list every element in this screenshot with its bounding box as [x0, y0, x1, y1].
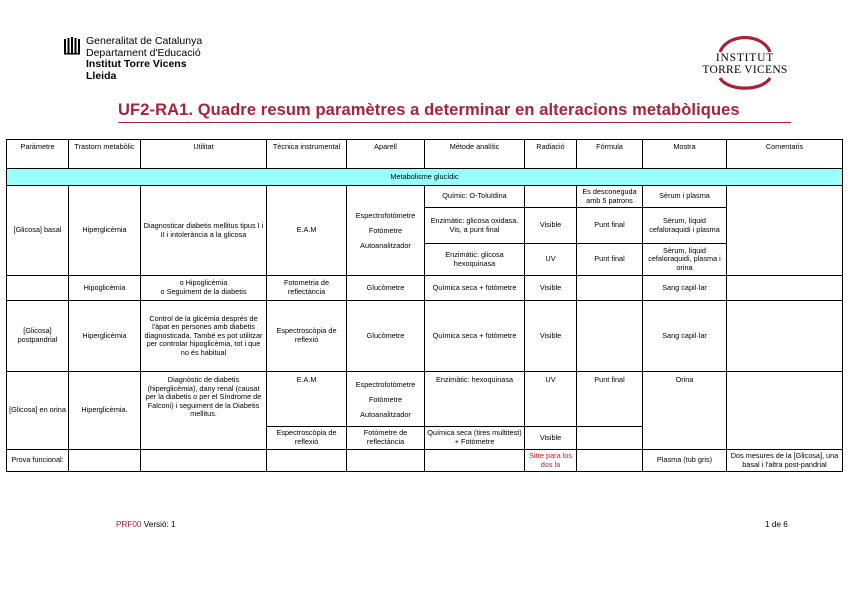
cell-metode-oxidasa: Enzimàtic: glicosa oxidasa. Vis, a punt final	[425, 208, 525, 244]
cell-mostra-toluidina: Sèrum i plasma	[643, 186, 727, 208]
header-metode: Mètode analític	[425, 140, 525, 169]
section-row	[7, 169, 843, 186]
cell-utilitat-orina: Diagnòstic de diabetis (hiperglicèmia), dany renal (causat per la diabetis o per el Síndrome de Falconi) i seguiment de la Diabetis mellitus.	[141, 372, 267, 450]
cell-mostra-hipo: Sang capil·lar	[643, 276, 727, 301]
cell-radiacio-orina-visible: Visible	[525, 427, 577, 450]
cell-metode-toluidina: Químic: O-Toluïdina	[425, 186, 525, 208]
cell-trastorn-orina: Hiperglicèmia.	[69, 372, 141, 450]
cell-mostra-oxidasa: Sèrum, líquid cefaloraquidi i plasma	[643, 208, 727, 244]
cell-radiacio-orina-uv: UV	[525, 372, 577, 427]
cell-formula-prova	[577, 450, 643, 472]
cell-mostra-hexoquinasa: Sèrum, líquid cefaloraquidi, plasma i orina	[643, 244, 727, 276]
cell-aparell-orina	[347, 372, 425, 427]
cell-param-hipo	[7, 276, 69, 301]
header-comentaris: Comentaris	[727, 140, 843, 169]
cell-radiacio-toluidina	[525, 186, 577, 208]
utilitat-hipo-item: o Seguiment de la diabetis	[160, 287, 247, 296]
cell-aparell-basal	[347, 186, 425, 276]
generalitat-emblem-icon	[64, 37, 82, 55]
cell-formula-hexoquinasa: Punt final	[577, 244, 643, 276]
table-row	[7, 372, 843, 427]
table-row	[7, 301, 843, 372]
cell-param-basal: [Glicosa] basal	[7, 186, 69, 276]
cell-mostra-prova: Plasma (tub gris)	[643, 450, 727, 472]
cell-utilitat-basal: Diagnosticar diabetis mellitus tipus I i II i intolerància a la glicosa	[141, 186, 267, 276]
footer-page-number: 1 de 6	[765, 520, 788, 529]
school-city: Lleida	[86, 69, 117, 82]
summary-table	[6, 139, 843, 472]
cell-utilitat-hipo	[141, 276, 267, 301]
cell-tecnica-hipo: Fotometria de reflectància	[267, 276, 347, 301]
cell-radiacio-oxidasa: Visible	[525, 208, 577, 244]
utilitat-hipo-item: o Hipoglicèmia	[179, 278, 228, 288]
table-header-row	[7, 140, 843, 169]
document-title: UF2-RA1. Quadre resum paramètres a determinar en alteracions metabòliques	[118, 101, 740, 119]
cell-metode-prova	[425, 450, 525, 472]
cell-metode-hipo: Química seca + fotòmetre	[425, 276, 525, 301]
cell-comentaris-orina	[727, 372, 843, 450]
cell-utilitat-postpandrial: Control de la glicèmia després de l'àpat en persones amb diabetis diagnosticada. També es pot utilitzar per controlar hipoglicèmia, tot i que no és habitual	[141, 301, 267, 372]
cell-param-postpandrial: [Glicosa] postpandrial	[7, 301, 69, 372]
aparell-fotometre: Fotòmetre	[368, 226, 403, 235]
cell-formula-orina: Punt final	[577, 372, 643, 427]
cell-metode-postpandrial: Química seca + fotòmetre	[425, 301, 525, 372]
section-title: Metabolisme glucídic	[7, 169, 843, 186]
cell-utilitat-prova	[141, 450, 267, 472]
aparell-spectro: Espectrofotòmetre	[355, 211, 416, 220]
cell-param-prova: Prova funcional:	[7, 450, 69, 472]
logo-text-line2: TORRE VICENS	[702, 64, 788, 76]
cell-radiacio-hipo: Visible	[525, 276, 577, 301]
table-row	[7, 276, 843, 301]
cell-formula-hipo	[577, 276, 643, 301]
header-tecnica: Tècnica instrumental	[267, 140, 347, 169]
cell-tecnica-basal: E.A.M	[267, 186, 347, 276]
institut-logo	[700, 36, 790, 94]
cell-comentaris-postpandrial	[727, 301, 843, 372]
header-trastorn: Trastorn metabòlic	[69, 140, 141, 169]
cell-radiacio-postpandrial: Visible	[525, 301, 577, 372]
table-row	[7, 450, 843, 472]
cell-radiacio-hexoquinasa: UV	[525, 244, 577, 276]
cell-comentaris-basal	[727, 186, 843, 276]
table-row	[7, 186, 843, 208]
cell-aparell-orina-reflectancia: Fotòmetre de reflectància	[347, 427, 425, 450]
cell-formula-orina-empty	[577, 427, 643, 450]
cell-comentaris-prova: Dos mesures de la [Glicosa], una basal i l'altra post-pandrial	[727, 450, 843, 472]
header-formula: Fórmula	[577, 140, 643, 169]
cell-formula-toluidina: Es desconeguda amb 5 patrons	[577, 186, 643, 208]
cell-mostra-postpandrial: Sang capil·lar	[643, 301, 727, 372]
cell-comentaris-hipo	[727, 276, 843, 301]
school-name: Institut Torre Vicens	[86, 58, 187, 70]
cell-metode-hexoquinasa: Enzimàtic: glicosa hexoquinasa	[425, 244, 525, 276]
cell-aparell-prova	[347, 450, 425, 472]
cell-radiacio-prova: Sitre para los dos la	[525, 450, 577, 472]
cell-trastorn-hipo: Hipoglicèmia	[69, 276, 141, 301]
aparell-spectro: Espectrofotòmetre	[355, 379, 416, 389]
logo-top-arc	[720, 37, 770, 52]
header-radiacio: Radiació	[525, 140, 577, 169]
cell-trastorn-prova	[69, 450, 141, 472]
cell-formula-oxidasa: Punt final	[577, 208, 643, 244]
footer-version	[116, 520, 176, 529]
org-department: Departament d'Educació	[86, 46, 201, 59]
aparell-autoanalitzador: Autoanalitzador	[360, 409, 411, 419]
org-name: Generalitat de Catalunya	[86, 35, 203, 47]
cell-tecnica-orina-reflexio: Espectroscòpia de reflexió	[267, 427, 347, 450]
footer-code: PRF00	[116, 520, 142, 529]
cell-metode-orina-tires: Química seca (tires multitest) + Fotòmetre	[425, 427, 525, 450]
cell-trastorn-basal: Hiperglicèmia	[69, 186, 141, 276]
aparell-fotometre: Fotòmetre	[368, 394, 403, 404]
title-underline	[118, 122, 791, 123]
header-mostra: Mostra	[643, 140, 727, 169]
cell-tecnica-orina-eam: E.A.M	[267, 372, 347, 427]
cell-aparell-postpandrial: Glucòmetre	[347, 301, 425, 372]
cell-aparell-hipo: Glucòmetre	[347, 276, 425, 301]
header-aparell: Aparell	[347, 140, 425, 169]
logo-bottom-arc	[720, 78, 770, 88]
generalitat-logo	[64, 36, 202, 82]
cell-metode-orina-hexoquinasa: Enzimàtic: hexoquinasa	[425, 372, 525, 427]
cell-tecnica-prova	[267, 450, 347, 472]
cell-tecnica-postpandrial: Espectroscòpia de reflexió	[267, 301, 347, 372]
cell-param-orina: [Glicosa] en orina	[7, 372, 69, 450]
cell-formula-postpandrial	[577, 301, 643, 372]
cell-trastorn-postpandrial: Hiperglicèmia	[69, 301, 141, 372]
aparell-autoanalitzador: Autoanalitzador	[360, 241, 411, 250]
logo-text-line1: INSTITUT	[715, 52, 775, 64]
header-parametre: Paràmetre	[7, 140, 69, 169]
header-utilitat: Utilitat	[141, 140, 267, 169]
footer-version-label: Versió: 1	[143, 520, 176, 529]
cell-mostra-orina: Orina	[643, 372, 727, 450]
